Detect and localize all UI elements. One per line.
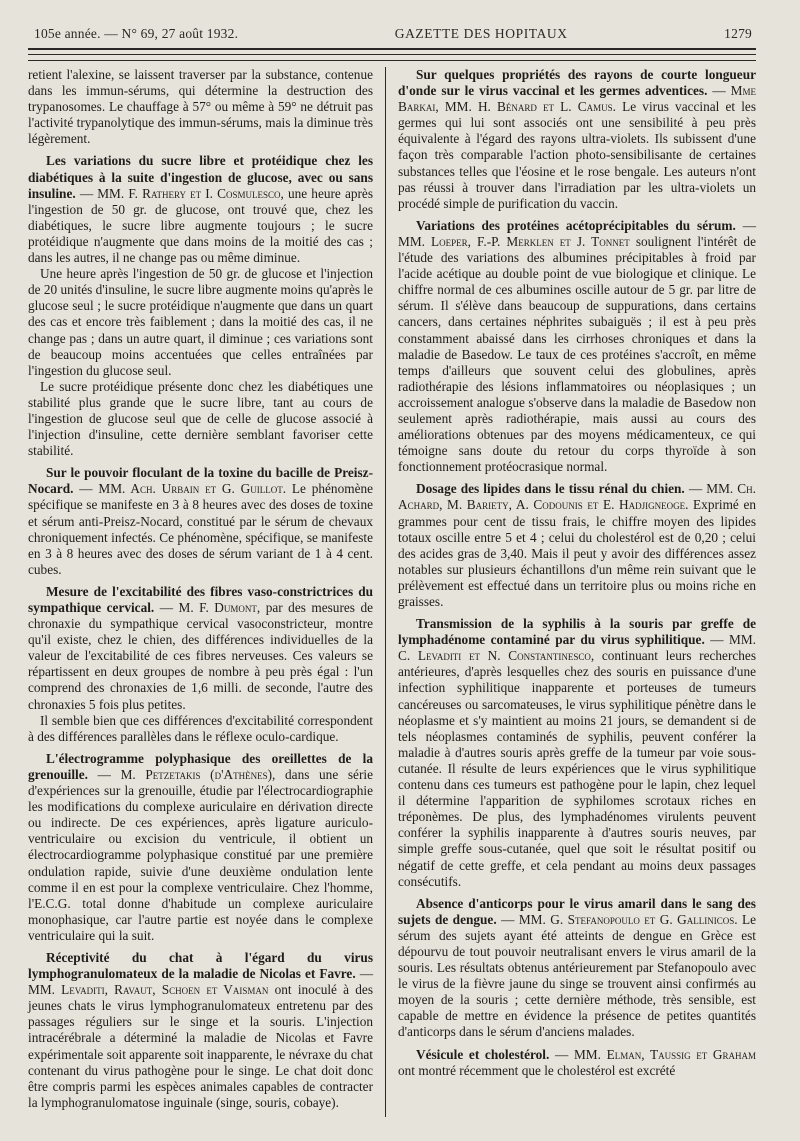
article xyxy=(28,751,373,944)
article-title: Dosage des lipides dans le tissu rénal du chien. xyxy=(416,481,685,497)
article xyxy=(398,218,756,476)
header-rule xyxy=(28,60,756,61)
paragraph-text: Le sérum des sujets ayant été atteints de dengue en Grèce est dépourvu de tout pouvoir neutralisant envers le virus amaril de la souris. Les résultats obtenus antérieurement par Stefanopoulo avec le virus de la fièvre jaune du singe se trouvent ainsi confirmés au moyen de la souris ; cette dernière méthode, très sensible, est capable de mettre en évidence la présence de petites quantités d'anticorps dans le sérum d'anciens malades. xyxy=(398,911,757,1040)
left-column xyxy=(28,67,385,1117)
article-authors: — MM. F. Rathery et I. Cosmulesco, xyxy=(79,185,284,201)
paragraph-text: continuant leurs recherches antérieures, d'après lesquelles chez des souris en puissance d'une infection syphilitique inapparente et porteuses de tumeurs cancéreuses ou sarcomateuses, le virus syphilitique pénètre dans le néoplasme et s'y maintient au moins 21 jours, se demandent si de tels néoplasmes contaminés de syphilis, peuvent conférer la maladie à d'autres souris après greffe de la tumeur par voie sous-cutanée. Il résulte de leurs expériences que le virus syphilitique contenu dans ces tumeurs est pathogène pour le lapin, chez lequel il détermine l'apparition de syphilomes scrotaux riches en tréponèmes. De plus, des lymphadénomes virulents peuvent conférer la syphilis inapparente à d'autres souris neuves, par simple greffe sous-cutanée, quel que soit le résultat positif ou négatif de cette greffe, et cela pendant au moins deux passages consécutifs. xyxy=(398,648,756,889)
article-authors: — MM. Loeper, F.-P. Merklen et J. Tonnet xyxy=(398,217,756,249)
article xyxy=(398,481,756,610)
article-paragraph xyxy=(28,379,373,459)
article-authors: — MM. G. Stefanopoulo et G. Gallinicos. xyxy=(501,911,738,927)
article-paragraph xyxy=(28,751,373,944)
article-paragraph xyxy=(398,1047,756,1079)
paragraph-text: Le sucre protéidique présente donc chez les diabétiques une stabilité plus grande que le sucre libre, tant au cours de l'ingestion de glucose seul que de celle de glucose associé à l'injection d'insuline, cette dernière semblant favoriser cette stabilité. xyxy=(28,378,373,459)
article-paragraph xyxy=(28,950,373,1111)
article-title: Vésicule et cholestérol. xyxy=(416,1046,550,1062)
paragraph-text: dans une série d'expériences sur la grenouille, étudie par l'électrocardiographie les modifications du complexe auriculaire en dérivation directe ou indirecte. De ces expériences, après ligature auriculo-ventriculaire ou excision du ventricule, il obtient un électrocardiogramme polyphasique constitué par une première ondulation rapide, suivie d'une deuxième ondulation lente comme il en est pour la complexe ventriculaire. Chez l'homme, l'E.C.G. total donne d'habitude un complexe auriculaire monophasique, car l'autre partie est noyée dans le complexe ventriculaire qui la suit. xyxy=(28,766,373,943)
article xyxy=(28,465,373,578)
paragraph-text: ont montré récemment que le cholestérol est excrété xyxy=(398,1062,676,1078)
issue-line: 105e année. — N° 69, 27 août 1932. xyxy=(34,26,239,41)
article-paragraph xyxy=(28,266,373,379)
article-paragraph xyxy=(398,67,756,212)
article-paragraph xyxy=(398,481,756,610)
right-column xyxy=(385,67,756,1117)
article-title: Sur le pouvoir floculant de la toxine du bacille de Preisz-Nocard. xyxy=(28,465,373,497)
paragraph-text: Le phénomène spécifique se manifeste en 3 à 8 heures avec des doses de toxine et sérum anti-Preisz-Nocard, constitué par le sérum de chevaux chroniquement infectés. Ce phénomène, spécifique, se manifeste en 3 à 8 heures avec des doses de sérum variant de 1 à 4 cent. cubes. xyxy=(28,481,374,577)
journal-title: GAZETTE DES HOPITAUX xyxy=(394,26,568,41)
article-title: Sur quelques propriétés des rayons de courte longueur d'onde sur le virus vaccinal et les germes adventices. xyxy=(398,67,756,99)
article-paragraph xyxy=(398,896,756,1041)
article xyxy=(28,153,373,459)
running-header xyxy=(28,26,756,42)
article-authors: — MM. C. Levaditi et N. Constantinesco, xyxy=(398,632,757,664)
article-authors: — MM. Ch. Achard, M. Bariety, A. Codounis et E. Hadjigneoge. xyxy=(398,481,756,513)
text-columns xyxy=(28,67,756,1117)
article xyxy=(28,584,373,745)
article-paragraph xyxy=(28,153,373,266)
article xyxy=(398,896,756,1041)
paragraph-text: Le virus vaccinal et les germes qui lui sont associés ont une sensibilité à peu près équivalente à l'égard des rayons ultra-violets. Ils subissent d'une façon très comparable l'action photo-sensibilisante de certaines substances telles que l'éosine et le rose bengale. Les auteurs n'ont pas réussi à trouver dans l'irradiation par les ultra-violets un procédé simple de purification du vaccin. xyxy=(398,99,757,211)
article-title: Transmission de la syphilis à la souris par greffe de lymphadénome contaminé par du virus syphilitique. xyxy=(398,616,756,648)
article-authors: — Mme Barkai, MM. H. Bénard et L. Camus. xyxy=(398,83,756,115)
article-paragraph xyxy=(28,713,373,745)
article-paragraph xyxy=(28,584,373,713)
header-double-rule xyxy=(28,48,756,55)
paragraph-text: Une heure après l'ingestion de 50 gr. de glucose et l'injection de 20 unités d'insuline, le sucre libre augmente moins qu'après le glucose seul ; le sucre protéidique n'augmente que dans un quart des cas et encore très faiblement ; dans la moitié des cas, il ne change pas ; dans un autre quart, il diminue ; ces variations sont de beaucoup moins accentuées que celles entraînées par l'ingestion du glucose seul. xyxy=(28,266,373,378)
article-authors: — M. Petzetakis (d'Athènes), xyxy=(97,766,276,782)
article-paragraph xyxy=(28,465,373,578)
article xyxy=(398,616,756,890)
paragraph-text: une heure après l'ingestion de 50 gr. de glucose, ont trouvé que, chez les diabétiques, le sucre libre augmente toujours ; le sucre protéidique n'augmente que dans moins de la moitié des cas ; dans les autres, il ne change pas ou même diminue. xyxy=(28,185,374,266)
article xyxy=(28,67,373,147)
article-title: L'électrogramme polyphasique des oreillettes de la grenouille. xyxy=(28,750,373,782)
paragraph-text: soulignent l'intérêt de l'étude des variations des albumines précipitables à froid par l'acide acétique au double point de vue biologique et clinique. Le chiffre normal de ces albumines oscille autour de 5 gr. par litre de sérum. Il s'élève dans beaucoup de suppurations, dans certains cancers, dans certaines néphrites subaiguës ; il est à peu près constamment abaissé dans les cirrhoses chroniques et dans la maladie de Basedow. Le taux de ces protéines s'accroît, en même temps d'ailleurs que souvent celui des globulines, après radiothérapie des lésions inflammatoires ou néoplasiques ; un accroissement analogue s'observe dans la maladie de Basedow non seulement après radiothérapie, mais aussi au cours des améliorations obtenues par des moyens médicamenteux, ce qui témoigne sans doute du retour du corps thyroïde à son fonctionnement protéocrasique normal. xyxy=(398,233,756,475)
article-title: Variations des protéines acétoprécipitables du sérum. xyxy=(416,217,736,233)
page-number: 1279 xyxy=(724,26,752,41)
article-paragraph xyxy=(398,616,756,890)
article-title: Mesure de l'excitabilité des fibres vaso-constrictrices du sympathique cervical. xyxy=(28,583,373,615)
paragraph-text: Il semble bien que ces différences d'excitabilité correspondent à des différences parallèles dans le réflexe oculo-cardique. xyxy=(28,712,373,744)
article xyxy=(398,67,756,212)
article-authors: — MM. Levaditi, Ravaut, Schoen et Vaisman xyxy=(28,966,373,998)
article-paragraph xyxy=(398,218,756,476)
article-paragraph xyxy=(28,67,373,147)
article-title: Les variations du sucre libre et protéidique chez les diabétiques à la suite d'ingestion de glucose, avec ou sans insuline. xyxy=(28,153,373,201)
article xyxy=(28,950,373,1111)
article xyxy=(398,1047,756,1079)
paragraph-text: par des mesures de chronaxie du sympathique cervical vasoconstricteur, montre qu'il existe, chez le chien, des différences individuelles de la valeur de l'excitabilité de ces fibres nerveuses. Ces valeurs se répartissent en deux groupes de nombre à peu près égal : l'un comprend des chronaxies de 1,6 milli. de seconde, l'autre des chronaxies 5 fois plus petites. xyxy=(28,600,373,712)
paragraph-text: ont inoculé à des jeunes chats le virus lymphogranulomateux entretenu par des passages réguliers sur le singe et la souris. L'injection intracérébrale a déterminé la maladie de Nicolas et Favre expérimentale soit apparente soit inapparente, le névraxe du chat contenant du virus pathogène pour le singe. Le chat doit donc être compris parmi les espèces animales capables de contracter la lymphogranulomatose inguinale (singe, souris, cobaye). xyxy=(28,982,373,1110)
paragraph-text: Exprimé en grammes pour cent de tissu frais, le chiffre moyen des lipides totaux oscille entre 5 et 4 ; celui du cholestérol est de 0,20 ; celui des acides gras de 3,40. Mais il peut y avoir des différences assez notables sur plusieurs échantillons d'un même rein suivant que le prélèvement est effectué dans un territoire plus ou moins riche en graisses. xyxy=(398,497,756,609)
article-authors: — MM. Elman, Taussig et Graham xyxy=(554,1046,757,1062)
article-authors: — MM. Ach. Urbain et G. Guillot. xyxy=(79,481,287,497)
paragraph-text: retient l'alexine, se laissent traverser par la substance, contenue dans les immun-sérums, qui détermine la destruction des trypanosomes. Le chauffage à 57° ou même à 59° ne détruit pas l'activité trypanolytique des immun-sérums, mais la diminue très légèrement. xyxy=(28,67,373,147)
article-title: Réceptivité du chat à l'égard du virus lymphogranulomateux de la maladie de Nicolas et Favre. xyxy=(28,949,373,982)
article-title: Absence d'anticorps pour le virus amaril dans le sang des sujets de dengue. xyxy=(398,895,756,927)
article-authors: — M. F. Dumont, xyxy=(159,600,261,615)
